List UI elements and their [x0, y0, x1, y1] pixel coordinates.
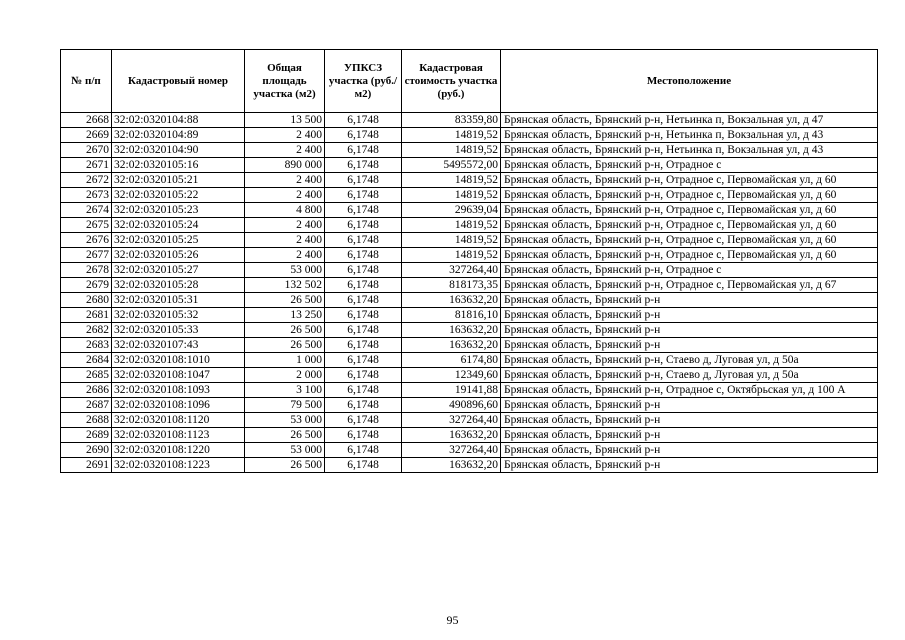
cell-location: Брянская область, Брянский р-н, Отрадное с, Октябрьская ул, д 100 А: [501, 383, 878, 398]
cell-upks: 6,1748: [325, 278, 402, 293]
cell-location: Брянская область, Брянский р-н, Нетьинка п, Вокзальная ул, д 43: [501, 143, 878, 158]
cell-cost: 818173,35: [402, 278, 501, 293]
cell-location: Брянская область, Брянский р-н, Отрадное с, Первомайская ул, д 67: [501, 278, 878, 293]
table-row: [61, 233, 878, 248]
cell-cadastral: 32:02:0320105:28: [112, 278, 245, 293]
cell-area: 26 500: [245, 293, 325, 308]
cell-cost: 14819,52: [402, 188, 501, 203]
cell-area: 1 000: [245, 353, 325, 368]
cell-cost: 163632,20: [402, 428, 501, 443]
cell-location: Брянская область, Брянский р-н: [501, 428, 878, 443]
cell-cadastral: 32:02:0320108:1010: [112, 353, 245, 368]
table-row: [61, 248, 878, 263]
table-row: [61, 428, 878, 443]
cell-cost: 14819,52: [402, 143, 501, 158]
cell-cadastral: 32:02:0320108:1047: [112, 368, 245, 383]
cell-upks: 6,1748: [325, 338, 402, 353]
page-number: 95: [446, 613, 459, 627]
cell-num: 2672: [61, 173, 112, 188]
cell-upks: 6,1748: [325, 308, 402, 323]
cell-cost: 14819,52: [402, 218, 501, 233]
cell-num: 2669: [61, 128, 112, 143]
table-row: [61, 188, 878, 203]
cell-cadastral: 32:02:0320105:32: [112, 308, 245, 323]
cell-cadastral: 32:02:0320104:88: [112, 113, 245, 128]
cell-upks: 6,1748: [325, 428, 402, 443]
table-row: [61, 143, 878, 158]
table-row: [61, 293, 878, 308]
cell-cadastral: 32:02:0320108:1096: [112, 398, 245, 413]
cell-cost: 14819,52: [402, 248, 501, 263]
cell-area: 2 400: [245, 218, 325, 233]
cell-upks: 6,1748: [325, 353, 402, 368]
cell-area: 4 800: [245, 203, 325, 218]
cell-num: 2684: [61, 353, 112, 368]
cell-location: Брянская область, Брянский р-н, Отрадное с, Первомайская ул, д 60: [501, 248, 878, 263]
cell-location: Брянская область, Брянский р-н: [501, 323, 878, 338]
cell-num: 2668: [61, 113, 112, 128]
cell-num: 2689: [61, 428, 112, 443]
cell-location: Брянская область, Брянский р-н, Стаево д, Луговая ул, д 50а: [501, 368, 878, 383]
table-row: [61, 128, 878, 143]
cell-area: 132 502: [245, 278, 325, 293]
cell-num: 2682: [61, 323, 112, 338]
cell-location: Брянская область, Брянский р-н, Отрадное с: [501, 158, 878, 173]
cell-area: 3 100: [245, 383, 325, 398]
cell-num: 2691: [61, 458, 112, 473]
cell-location: Брянская область, Брянский р-н: [501, 443, 878, 458]
table-row: [61, 353, 878, 368]
cell-area: 890 000: [245, 158, 325, 173]
cell-cost: 14819,52: [402, 173, 501, 188]
table-row: [61, 338, 878, 353]
table-row: [61, 113, 878, 128]
cell-cadastral: 32:02:0320105:31: [112, 293, 245, 308]
cell-area: 13 500: [245, 113, 325, 128]
cell-num: 2680: [61, 293, 112, 308]
cell-cost: 163632,20: [402, 323, 501, 338]
cell-cadastral: 32:02:0320108:1220: [112, 443, 245, 458]
cell-location: Брянская область, Брянский р-н, Отрадное с, Первомайская ул, д 60: [501, 173, 878, 188]
header-location: Местоположение: [501, 50, 878, 113]
cell-num: 2676: [61, 233, 112, 248]
cell-upks: 6,1748: [325, 158, 402, 173]
cell-num: 2673: [61, 188, 112, 203]
cell-cadastral: 32:02:0320105:24: [112, 218, 245, 233]
cell-cost: 327264,40: [402, 443, 501, 458]
cell-cost: 327264,40: [402, 413, 501, 428]
cell-cost: 12349,60: [402, 368, 501, 383]
table-row: [61, 398, 878, 413]
cell-cadastral: 32:02:0320105:21: [112, 173, 245, 188]
cell-upks: 6,1748: [325, 398, 402, 413]
cell-cadastral: 32:02:0320108:1123: [112, 428, 245, 443]
cell-upks: 6,1748: [325, 203, 402, 218]
cell-location: Брянская область, Брянский р-н, Нетьинка п, Вокзальная ул, д 47: [501, 113, 878, 128]
cell-area: 2 400: [245, 143, 325, 158]
cell-num: 2679: [61, 278, 112, 293]
table-body: [61, 113, 878, 473]
cell-cost: 163632,20: [402, 458, 501, 473]
cell-upks: 6,1748: [325, 263, 402, 278]
cadastral-table: [60, 49, 878, 473]
cell-area: 13 250: [245, 308, 325, 323]
cell-num: 2670: [61, 143, 112, 158]
cell-cost: 83359,80: [402, 113, 501, 128]
cell-location: Брянская область, Брянский р-н, Отрадное с, Первомайская ул, д 60: [501, 188, 878, 203]
cell-cost: 6174,80: [402, 353, 501, 368]
cell-upks: 6,1748: [325, 248, 402, 263]
cell-upks: 6,1748: [325, 218, 402, 233]
cell-cadastral: 32:02:0320105:22: [112, 188, 245, 203]
cell-cost: 490896,60: [402, 398, 501, 413]
cell-upks: 6,1748: [325, 128, 402, 143]
cell-upks: 6,1748: [325, 143, 402, 158]
cell-cadastral: 32:02:0320105:23: [112, 203, 245, 218]
cell-num: 2686: [61, 383, 112, 398]
cell-upks: 6,1748: [325, 173, 402, 188]
header-cadastral-number: Кадастровый номер: [112, 50, 245, 113]
table-row: [61, 263, 878, 278]
cell-num: 2677: [61, 248, 112, 263]
table-row: [61, 323, 878, 338]
cell-num: 2671: [61, 158, 112, 173]
cell-cost: 14819,52: [402, 128, 501, 143]
cell-cadastral: 32:02:0320108:1223: [112, 458, 245, 473]
table-row: [61, 278, 878, 293]
cell-location: Брянская область, Брянский р-н: [501, 293, 878, 308]
cell-cost: 163632,20: [402, 338, 501, 353]
cell-num: 2675: [61, 218, 112, 233]
cell-area: 53 000: [245, 443, 325, 458]
cell-upks: 6,1748: [325, 113, 402, 128]
table-row: [61, 413, 878, 428]
cell-area: 26 500: [245, 428, 325, 443]
cell-cost: 29639,04: [402, 203, 501, 218]
cell-area: 26 500: [245, 338, 325, 353]
cell-upks: 6,1748: [325, 188, 402, 203]
table-row: [61, 218, 878, 233]
cell-upks: 6,1748: [325, 443, 402, 458]
cell-location: Брянская область, Брянский р-н, Стаево д, Луговая ул, д 50а: [501, 353, 878, 368]
cell-upks: 6,1748: [325, 323, 402, 338]
cell-area: 2 400: [245, 173, 325, 188]
cell-area: 53 000: [245, 413, 325, 428]
cell-upks: 6,1748: [325, 383, 402, 398]
cell-area: 79 500: [245, 398, 325, 413]
header-num: № п/п: [61, 50, 112, 113]
table-row: [61, 443, 878, 458]
cell-cost: 163632,20: [402, 293, 501, 308]
cell-area: 2 400: [245, 233, 325, 248]
cell-cadastral: 32:02:0320105:26: [112, 248, 245, 263]
cell-cost: 5495572,00: [402, 158, 501, 173]
cell-cadastral: 32:02:0320105:33: [112, 323, 245, 338]
table-row: [61, 458, 878, 473]
header-cadastral-cost: Кадастровая стоимость участка (руб.): [402, 50, 501, 113]
cell-cadastral: 32:02:0320104:89: [112, 128, 245, 143]
cell-area: 2 000: [245, 368, 325, 383]
cell-cadastral: 32:02:0320107:43: [112, 338, 245, 353]
cell-num: 2690: [61, 443, 112, 458]
cell-area: 2 400: [245, 128, 325, 143]
cell-num: 2678: [61, 263, 112, 278]
cell-cost: 327264,40: [402, 263, 501, 278]
cell-location: Брянская область, Брянский р-н: [501, 308, 878, 323]
cell-cost: 14819,52: [402, 233, 501, 248]
cell-cost: 81816,10: [402, 308, 501, 323]
cell-cadastral: 32:02:0320108:1120: [112, 413, 245, 428]
cell-upks: 6,1748: [325, 233, 402, 248]
cell-area: 2 400: [245, 248, 325, 263]
header-upks: УПКСЗ участка (руб./м2): [325, 50, 402, 113]
cell-upks: 6,1748: [325, 458, 402, 473]
cell-area: 26 500: [245, 323, 325, 338]
cell-cadastral: 32:02:0320105:25: [112, 233, 245, 248]
cell-cadastral: 32:02:0320105:16: [112, 158, 245, 173]
cell-num: 2674: [61, 203, 112, 218]
cell-area: 26 500: [245, 458, 325, 473]
cell-cadastral: 32:02:0320105:27: [112, 263, 245, 278]
cell-location: Брянская область, Брянский р-н, Отрадное с, Первомайская ул, д 60: [501, 218, 878, 233]
cell-upks: 6,1748: [325, 413, 402, 428]
cell-num: 2685: [61, 368, 112, 383]
cell-cadastral: 32:02:0320104:90: [112, 143, 245, 158]
table-row: [61, 368, 878, 383]
table-row: [61, 173, 878, 188]
cell-location: Брянская область, Брянский р-н, Отрадное с, Первомайская ул, д 60: [501, 203, 878, 218]
cell-location: Брянская область, Брянский р-н: [501, 398, 878, 413]
table-row: [61, 308, 878, 323]
cell-location: Брянская область, Брянский р-н: [501, 413, 878, 428]
table-row: [61, 158, 878, 173]
cell-area: 2 400: [245, 188, 325, 203]
table-row: [61, 383, 878, 398]
cell-num: 2683: [61, 338, 112, 353]
table-row: [61, 203, 878, 218]
cell-num: 2687: [61, 398, 112, 413]
cell-num: 2681: [61, 308, 112, 323]
cell-location: Брянская область, Брянский р-н: [501, 458, 878, 473]
cell-location: Брянская область, Брянский р-н, Отрадное с: [501, 263, 878, 278]
cell-cadastral: 32:02:0320108:1093: [112, 383, 245, 398]
cell-upks: 6,1748: [325, 293, 402, 308]
cell-location: Брянская область, Брянский р-н, Нетьинка п, Вокзальная ул, д 43: [501, 128, 878, 143]
cell-location: Брянская область, Брянский р-н, Отрадное с, Первомайская ул, д 60: [501, 233, 878, 248]
cell-upks: 6,1748: [325, 368, 402, 383]
cell-num: 2688: [61, 413, 112, 428]
cell-area: 53 000: [245, 263, 325, 278]
cell-location: Брянская область, Брянский р-н: [501, 338, 878, 353]
header-area: Общая площадь участка (м2): [245, 50, 325, 113]
cell-cost: 19141,88: [402, 383, 501, 398]
table-header-row: [61, 50, 878, 113]
